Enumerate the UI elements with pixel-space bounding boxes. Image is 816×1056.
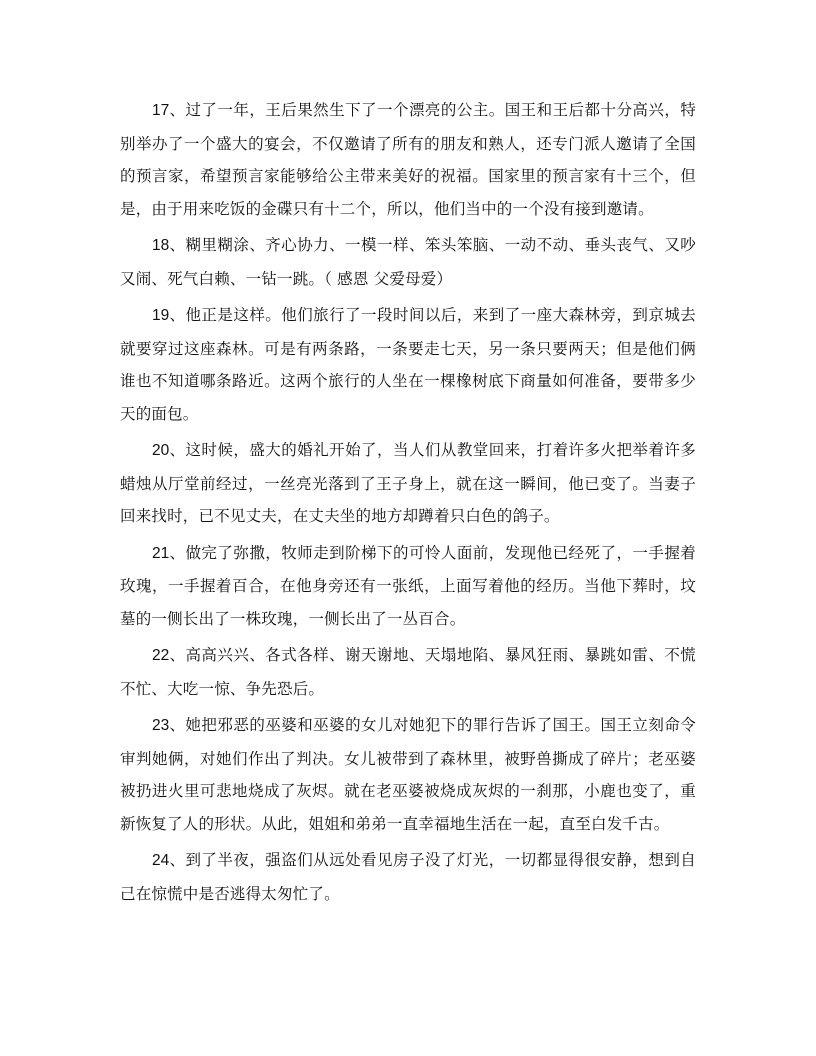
paragraph-23 (120, 709, 696, 840)
paragraph-number: 19 (152, 307, 170, 324)
paragraph-20 (120, 434, 696, 533)
paragraph-21 (120, 537, 696, 636)
paragraph-number: 17 (152, 102, 170, 119)
paragraph-18 (120, 229, 696, 295)
paragraph-text: 、她把邪恶的巫婆和巫婆的女儿对她犯下的罪行告诉了国王。国王立刻命令审判她俩，对她们作出了判决。女儿被带到了森林里，被野兽撕成了碎片；老巫婆被扔进火里可悲地烧成了灰烬。就在老巫婆被烧成灰烬的一刹那，小鹿也变了，重新恢复了人的形状。从此，姐姐和弟弟一直幸福地生活在一起，直至白发千古。 (120, 716, 696, 833)
paragraph-24 (120, 844, 696, 910)
paragraph-text: 、糊里糊涂、齐心协力、一模一样、笨头笨脑、一动不动、垂头丧气、又吵又闹、死气白赖、一钻一跳。（ 感恩 父爱母爱） (120, 236, 696, 288)
paragraph-number: 23 (152, 717, 170, 734)
paragraph-text: 、这时候，盛大的婚礼开始了，当人们从教堂回来，打着许多火把举着许多蜡烛从厅堂前经过，一丝亮光落到了王子身上，就在这一瞬间，他已变了。当妻子回来找时，已不见丈夫，在丈夫坐的地方却蹲着只白色的鸽子。 (120, 441, 696, 525)
paragraph-number: 24 (152, 852, 170, 869)
paragraph-text: 、过了一年，王后果然生下了一个漂亮的公主。国王和王后都十分高兴，特别举办了一个盛大的宴会，不仅邀请了所有的朋友和熟人，还专门派人邀请了全国的预言家，希望预言家能够给公主带来美好的祝福。国家里的预言家有十三个，但是，由于用来吃饭的金碟只有十二个，所以，他们当中的一个没有接到邀请。 (120, 101, 696, 218)
document-body (120, 94, 696, 914)
paragraph-number: 18 (152, 237, 170, 254)
paragraph-number: 22 (152, 647, 170, 664)
paragraph-text: 、做完了弥撒，牧师走到阶梯下的可怜人面前，发现他已经死了，一手握着玫瑰，一手握着百合，在他身旁还有一张纸，上面写着他的经历。当他下葬时，坟墓的一侧长出了一株玫瑰，一侧长出了一丛百合。 (120, 543, 696, 628)
paragraph-number: 21 (152, 544, 170, 562)
paragraph-text: 、到了半夜，强盗们从远处看见房子没了灯光，一切都显得很安静，想到自己在惊慌中是否逃得太匆忙了。 (120, 851, 696, 903)
paragraph-22 (120, 639, 696, 705)
paragraph-text: 、他正是这样。他们旅行了一段时间以后，来到了一座大森林旁，到京城去就要穿过这座森林。可是有两条路，一条要走七天，另一条只要两天；但是他们俩谁也不知道哪条路近。这两个旅行的人坐在一棵橡树底下商量如何准备，要带多少天的面包。 (120, 306, 696, 423)
paragraph-text: 、高高兴兴、各式各样、谢天谢地、天塌地陷、暴风狂雨、暴跳如雷、不慌不忙、大吃一惊、争先恐后。 (120, 646, 696, 698)
paragraph-number: 20 (152, 442, 170, 459)
paragraph-19 (120, 299, 696, 430)
paragraph-17 (120, 94, 696, 225)
